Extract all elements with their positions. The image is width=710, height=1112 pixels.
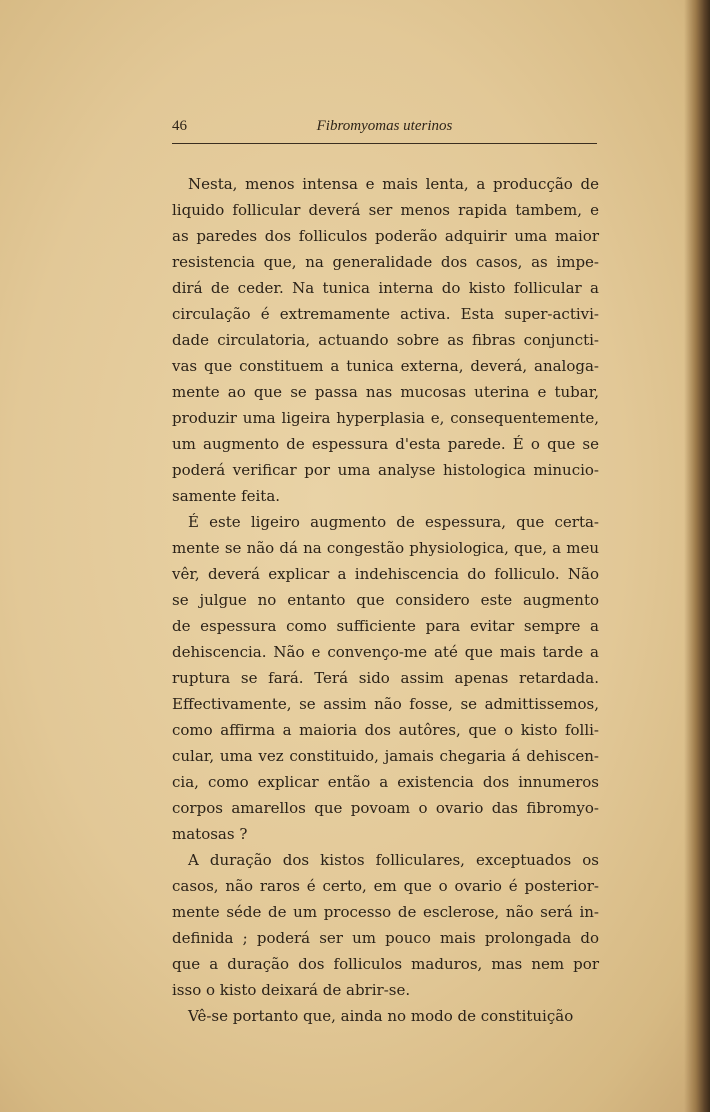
page-header: [172, 116, 597, 142]
paragraph: [172, 509, 599, 847]
book-spine-shadow: [684, 0, 710, 1112]
page-number: 46: [172, 118, 187, 134]
paragraph: [172, 171, 599, 509]
text-line: resistencia que, na generalidade dos casos, as impe-: [172, 253, 599, 271]
text-line: ruptura se fará. Terá sido assim apenas retardada.: [172, 669, 599, 687]
text-line: definida ; poderá ser um pouco mais prolongada do: [172, 929, 599, 947]
text-line: A duração dos kistos folliculares, exceptuados os: [188, 851, 599, 869]
text-line: cular, uma vez constituido, jamais chegaria á dehiscen-: [172, 747, 599, 765]
text-line: as paredes dos folliculos poderão adquirir uma maior: [172, 227, 599, 245]
text-line: que a duração dos folliculos maduros, mas nem por: [172, 955, 599, 973]
text-line: como affirma a maioria dos autôres, que o kisto folli-: [172, 721, 599, 739]
text-line: dirá de ceder. Na tunica interna do kisto follicular a: [172, 279, 599, 297]
text-line: liquido follicular deverá ser menos rapida tambem, e: [172, 201, 599, 219]
text-line: Effectivamente, se assim não fosse, se admittissemos,: [172, 695, 599, 713]
text-line: dade circulatoria, actuando sobre as fibras conjuncti-: [172, 331, 599, 349]
paragraph: [172, 847, 599, 1003]
header-rule: [172, 143, 597, 144]
text-line: produzir uma ligeira hyperplasia e, consequentemente,: [172, 409, 599, 427]
text-line: Vê-se portanto que, ainda no modo de constituição: [188, 1007, 574, 1025]
text-line: cia, como explicar então a existencia dos innumeros: [172, 773, 599, 791]
text-line: se julgue no entanto que considero este augmento: [172, 591, 599, 609]
text-line: samente feita.: [172, 487, 281, 505]
text-line: vas que constituem a tunica externa, deverá, analoga-: [172, 357, 599, 375]
text-line: poderá verificar por uma analyse histologica minucio-: [172, 461, 599, 479]
body-text: [172, 171, 599, 1029]
paragraph: [172, 1003, 599, 1029]
text-line: dehiscencia. Não e convenço-me até que mais tarde a: [172, 643, 599, 661]
text-line: de espessura como sufficiente para evitar sempre a: [172, 617, 599, 635]
text-line: matosas ?: [172, 825, 248, 843]
text-line: circulação é extremamente activa. Esta super-activi-: [172, 305, 599, 323]
text-line: mente séde de um processo de esclerose, não será in-: [172, 903, 599, 921]
text-line: corpos amarellos que povoam o ovario das fibromyo-: [172, 799, 599, 817]
text-line: casos, não raros é certo, em que o ovario é posterior-: [172, 877, 599, 895]
text-line: Nesta, menos intensa e mais lenta, a producção de: [188, 175, 599, 193]
text-line: mente se não dá na congestão physiologica, que, a meu: [172, 539, 599, 557]
text-line: É este ligeiro augmento de espessura, que certa-: [188, 513, 599, 531]
text-line: vêr, deverá explicar a indehiscencia do folliculo. Não: [172, 565, 599, 583]
text-line: isso o kisto deixará de abrir-se.: [172, 981, 411, 999]
text-line: mente ao que se passa nas mucosas uterina e tubar,: [172, 383, 599, 401]
running-title: Fibromyomas uterinos: [316, 118, 453, 134]
text-line: um augmento de espessura d'esta parede. É o que se: [172, 435, 599, 453]
